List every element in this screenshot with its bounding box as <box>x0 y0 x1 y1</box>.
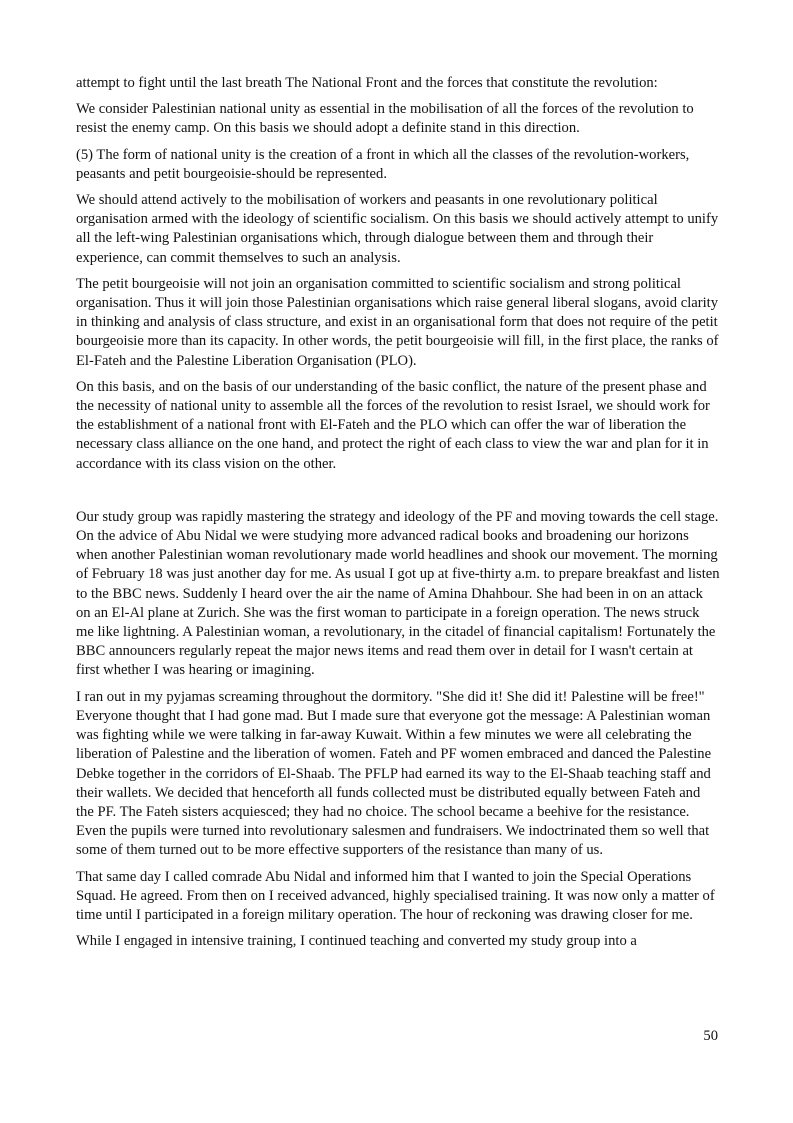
paragraph: attempt to fight until the last breath The National Front and the forces that constitute the revolution: <box>76 75 658 91</box>
paragraph: The petit bourgeoisie will not join an organisation committed to scientific socialism and strong political organisation. Thus it will join those Palestinian organisations which raise general liberal slogans, avoid clarity in thinking and analysis of class structure, and exist in an organisational form that does not require of the petit bourgeoisie more than its capacity. In other words, the petit bourgeoisie will fill, in the first place, the ranks of El-Fateh and the Palestine Liberation Organisation (PLO). <box>76 275 719 369</box>
paragraph: I ran out in my pyjamas screaming throughout the dormitory. "She did it! She did it! Palestine will be free!" Everyone thought that I had gone mad. But I made sure that everyone got the message: A Palestinian woman was fighting while we were talking in far-away Kuwait. Within a few minutes we were all celebrating the liberation of Palestine and the liberation of women. Fateh and PF women embraced and danced the Palestine Debke together in the corridors of El-Shaab. The PFLP had earned its way to the El-Shaab teaching staff and their wallets. We decided that henceforth all funds collected must be distributed equally between Fateh and the PF. The Fateh sisters acquiesced; they had no choice. The school became a beehive for the resistance. Even the pupils were turned into revolutionary salesmen and fundraisers. We indoctrinated them so well that some of them turned out to be more effective supporters of the resistance than many of us. <box>76 688 712 859</box>
paragraph: That same day I called comrade Abu Nidal and informed him that I wanted to join the Special Operations Squad. He agreed. From then on I received advanced, highly specialised training. It was now only a matter of time until I participated in a foreign military operation. The hour of reckoning was drawing closer for me. <box>76 868 715 923</box>
page-number: 50 <box>703 1028 718 1044</box>
paragraph: On this basis, and on the basis of our understanding of the basic conflict, the nature of the present phase and the necessity of national unity to assemble all the forces of the revolution to resist Israel, we should work for the establishment of a national front with El-Fateh and the PLO which can offer the war of liberation the necessary class alliance on the one hand, and protect the right of each class to view the war and plan for it in accordance with its class vision on the other. <box>76 378 710 472</box>
paragraph: We should attend actively to the mobilisation of workers and peasants in one revolutionary political organisation armed with the ideology of scientific socialism. On this basis we should actively attempt to unify all the left-wing Palestinian organisations which, through dialogue between them and through their experience, can commit themselves to such an analysis. <box>76 192 719 266</box>
document-body <box>76 74 720 958</box>
paragraph: (5) The form of national unity is the creation of a front in which all the classes of the revolution-workers, peasants and petit bourgeoisie-should be represented. <box>76 146 690 182</box>
section-break <box>76 481 720 508</box>
paragraph: We consider Palestinian national unity as essential in the mobilisation of all the forces of the revolution to resist the enemy camp. On this basis we should adopt a definite stand in this direction. <box>76 101 694 137</box>
paragraph: While I engaged in intensive training, I continued teaching and converted my study group into a <box>76 933 637 950</box>
paragraph: Our study group was rapidly mastering the strategy and ideology of the PF and moving towards the cell stage. On the advice of Abu Nidal we were studying more advanced radical books and broadening our horizons when another Palestinian woman revolutionary made world headlines and shook our movement. The morning of February 18 was just another day for me. As usual I got up at five-thirty a.m. to prepare breakfast and listen to the BBC news. Suddenly I heard over the air the name of Amina Dhahbour. She had been in on an attack on an El-Al plane at Zurich. She was the first woman to participate in a foreign operation. The news struck me like lightning. A Palestinian woman, a revolutionary, in the citadel of financial capitalism! Fortunately the BBC announcers regularly repeat the major news items and read them over in detail for I wasn't certain at first whether I was hearing or imagining. <box>76 508 720 679</box>
